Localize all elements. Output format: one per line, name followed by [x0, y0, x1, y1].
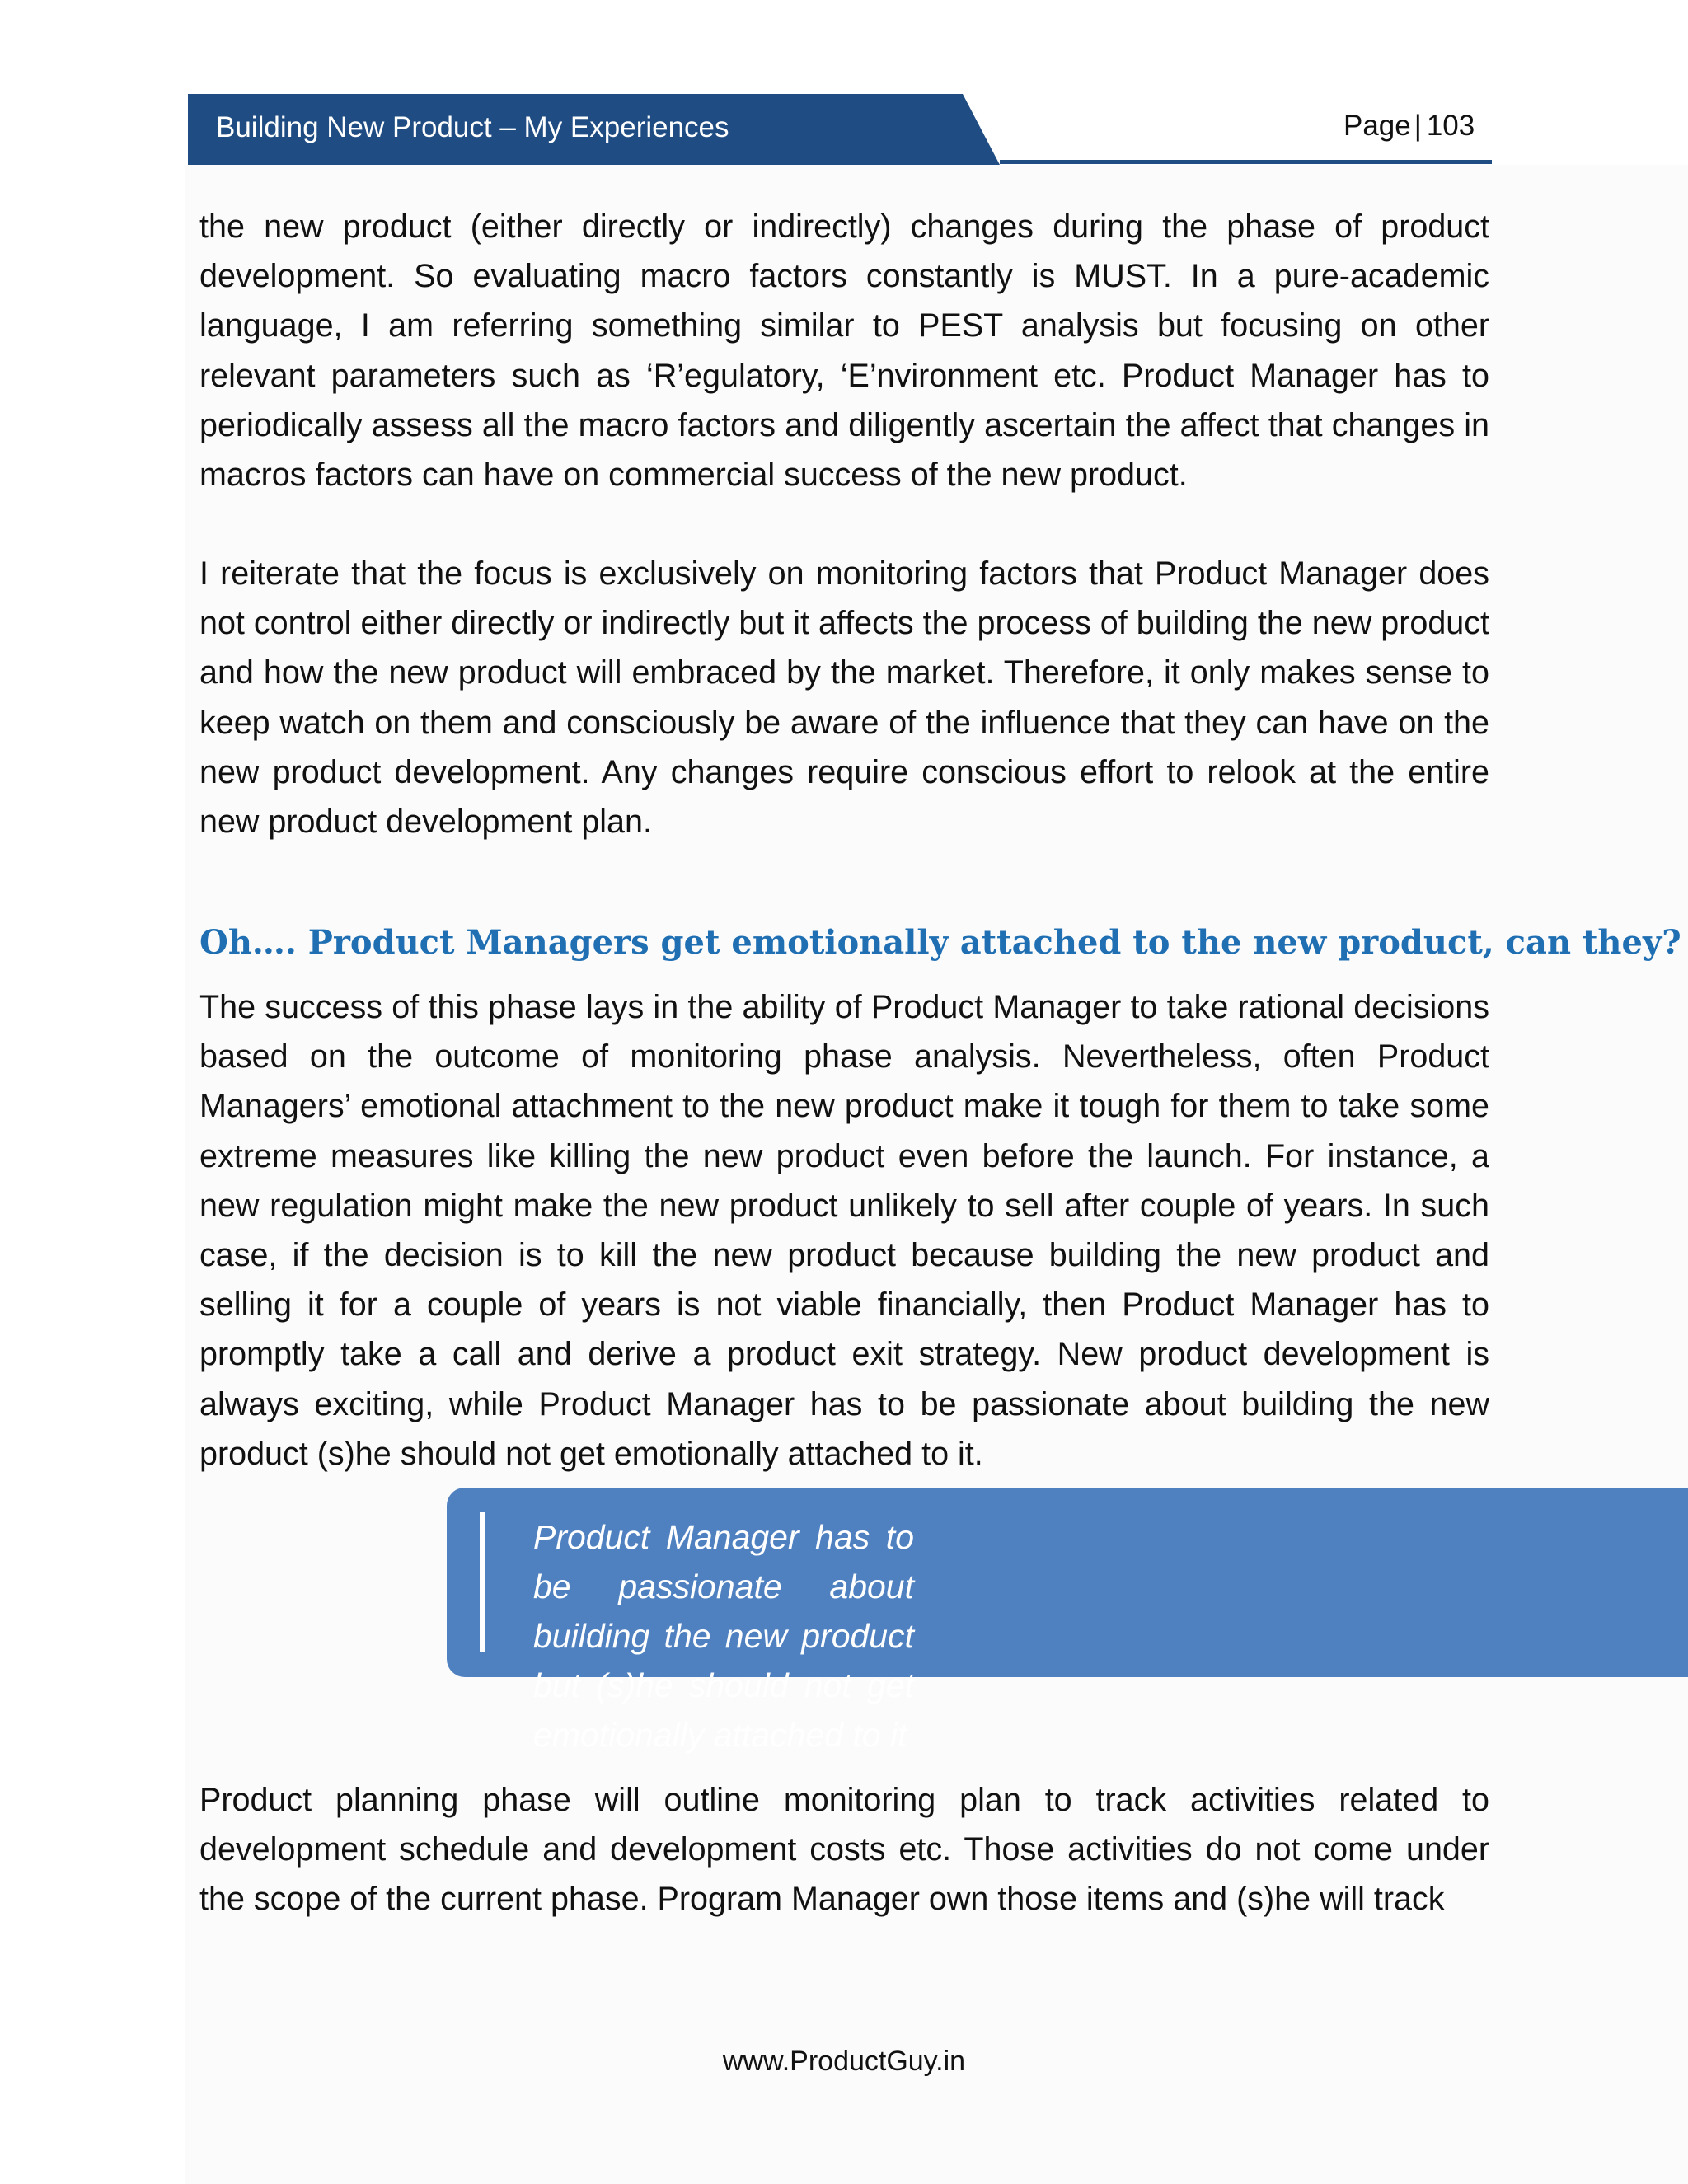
page-label: Page	[1343, 110, 1411, 142]
body-paragraph-1: the new product (either directly or indirectly) changes during the phase of product development. So evaluating macro factors constantly is MUST. In a pure-academic language, I am referring something similar to PEST analysis but focusing on other relevant parameters such as ‘R’egulatory, ‘E’nvironment etc. Product Manager has to periodically assess all the macro factors and diligently ascertain the affect that changes in macros factors can have on commercial success of the new product.	[199, 209, 1489, 494]
body-paragraph-2: I reiterate that the focus is exclusively on monitoring factors that Product Manager does not control either directly or indirectly but it affects the process of building the new product and how the new product will embraced by the market. Therefore, it only makes sense to keep watch on them and consciously be aware of the influence that they can have on the new product development. Any changes require conscious effort to relook at the entire new product development plan.	[199, 555, 1489, 841]
footer-website: www.ProductGuy.in	[722, 2046, 966, 2077]
body-paragraph-4: Product planning phase will outline monitoring plan to track activities related to development schedule and development costs etc. Those activities do not come under the scope of the current phase. Program Manager own those items and (s)he will track	[199, 1782, 1489, 1918]
body-paragraph-3: The success of this phase lays in the ability of Product Manager to take rational decisions based on the outcome of monitoring phase analysis. Nevertheless, often Product Managers’ emotional attachment to the new product make it tough for them to take some extreme measures like killing the new product even before the launch. For instance, a new regulation might make the new product unlikely to sell after couple of years. In such case, if the decision is to kill the new product because building the new product and selling it for a couple of years is not viable financially, then Product Manager has to promptly take a call and derive a product exit strategy. New product development is always exciting, while Product Manager has to be passionate about building the new product (s)he should not get emotionally attached to it.	[199, 989, 1489, 1472]
page-number-label	[1343, 110, 1475, 143]
pull-quote-text: Product Manager has to be passionate about building the new product but (s)he should not get emotionally attached to it	[533, 1518, 914, 1754]
pull-quote-callout	[447, 1488, 1688, 1754]
header-title: Building New Product – My Experiences	[216, 111, 729, 143]
page-number: 103	[1426, 110, 1475, 142]
section-heading: Oh…. Product Managers get emotionally attached to the new product, can they?	[199, 923, 1681, 962]
quote-bar	[480, 1512, 485, 1652]
page-separator: |	[1414, 110, 1422, 142]
